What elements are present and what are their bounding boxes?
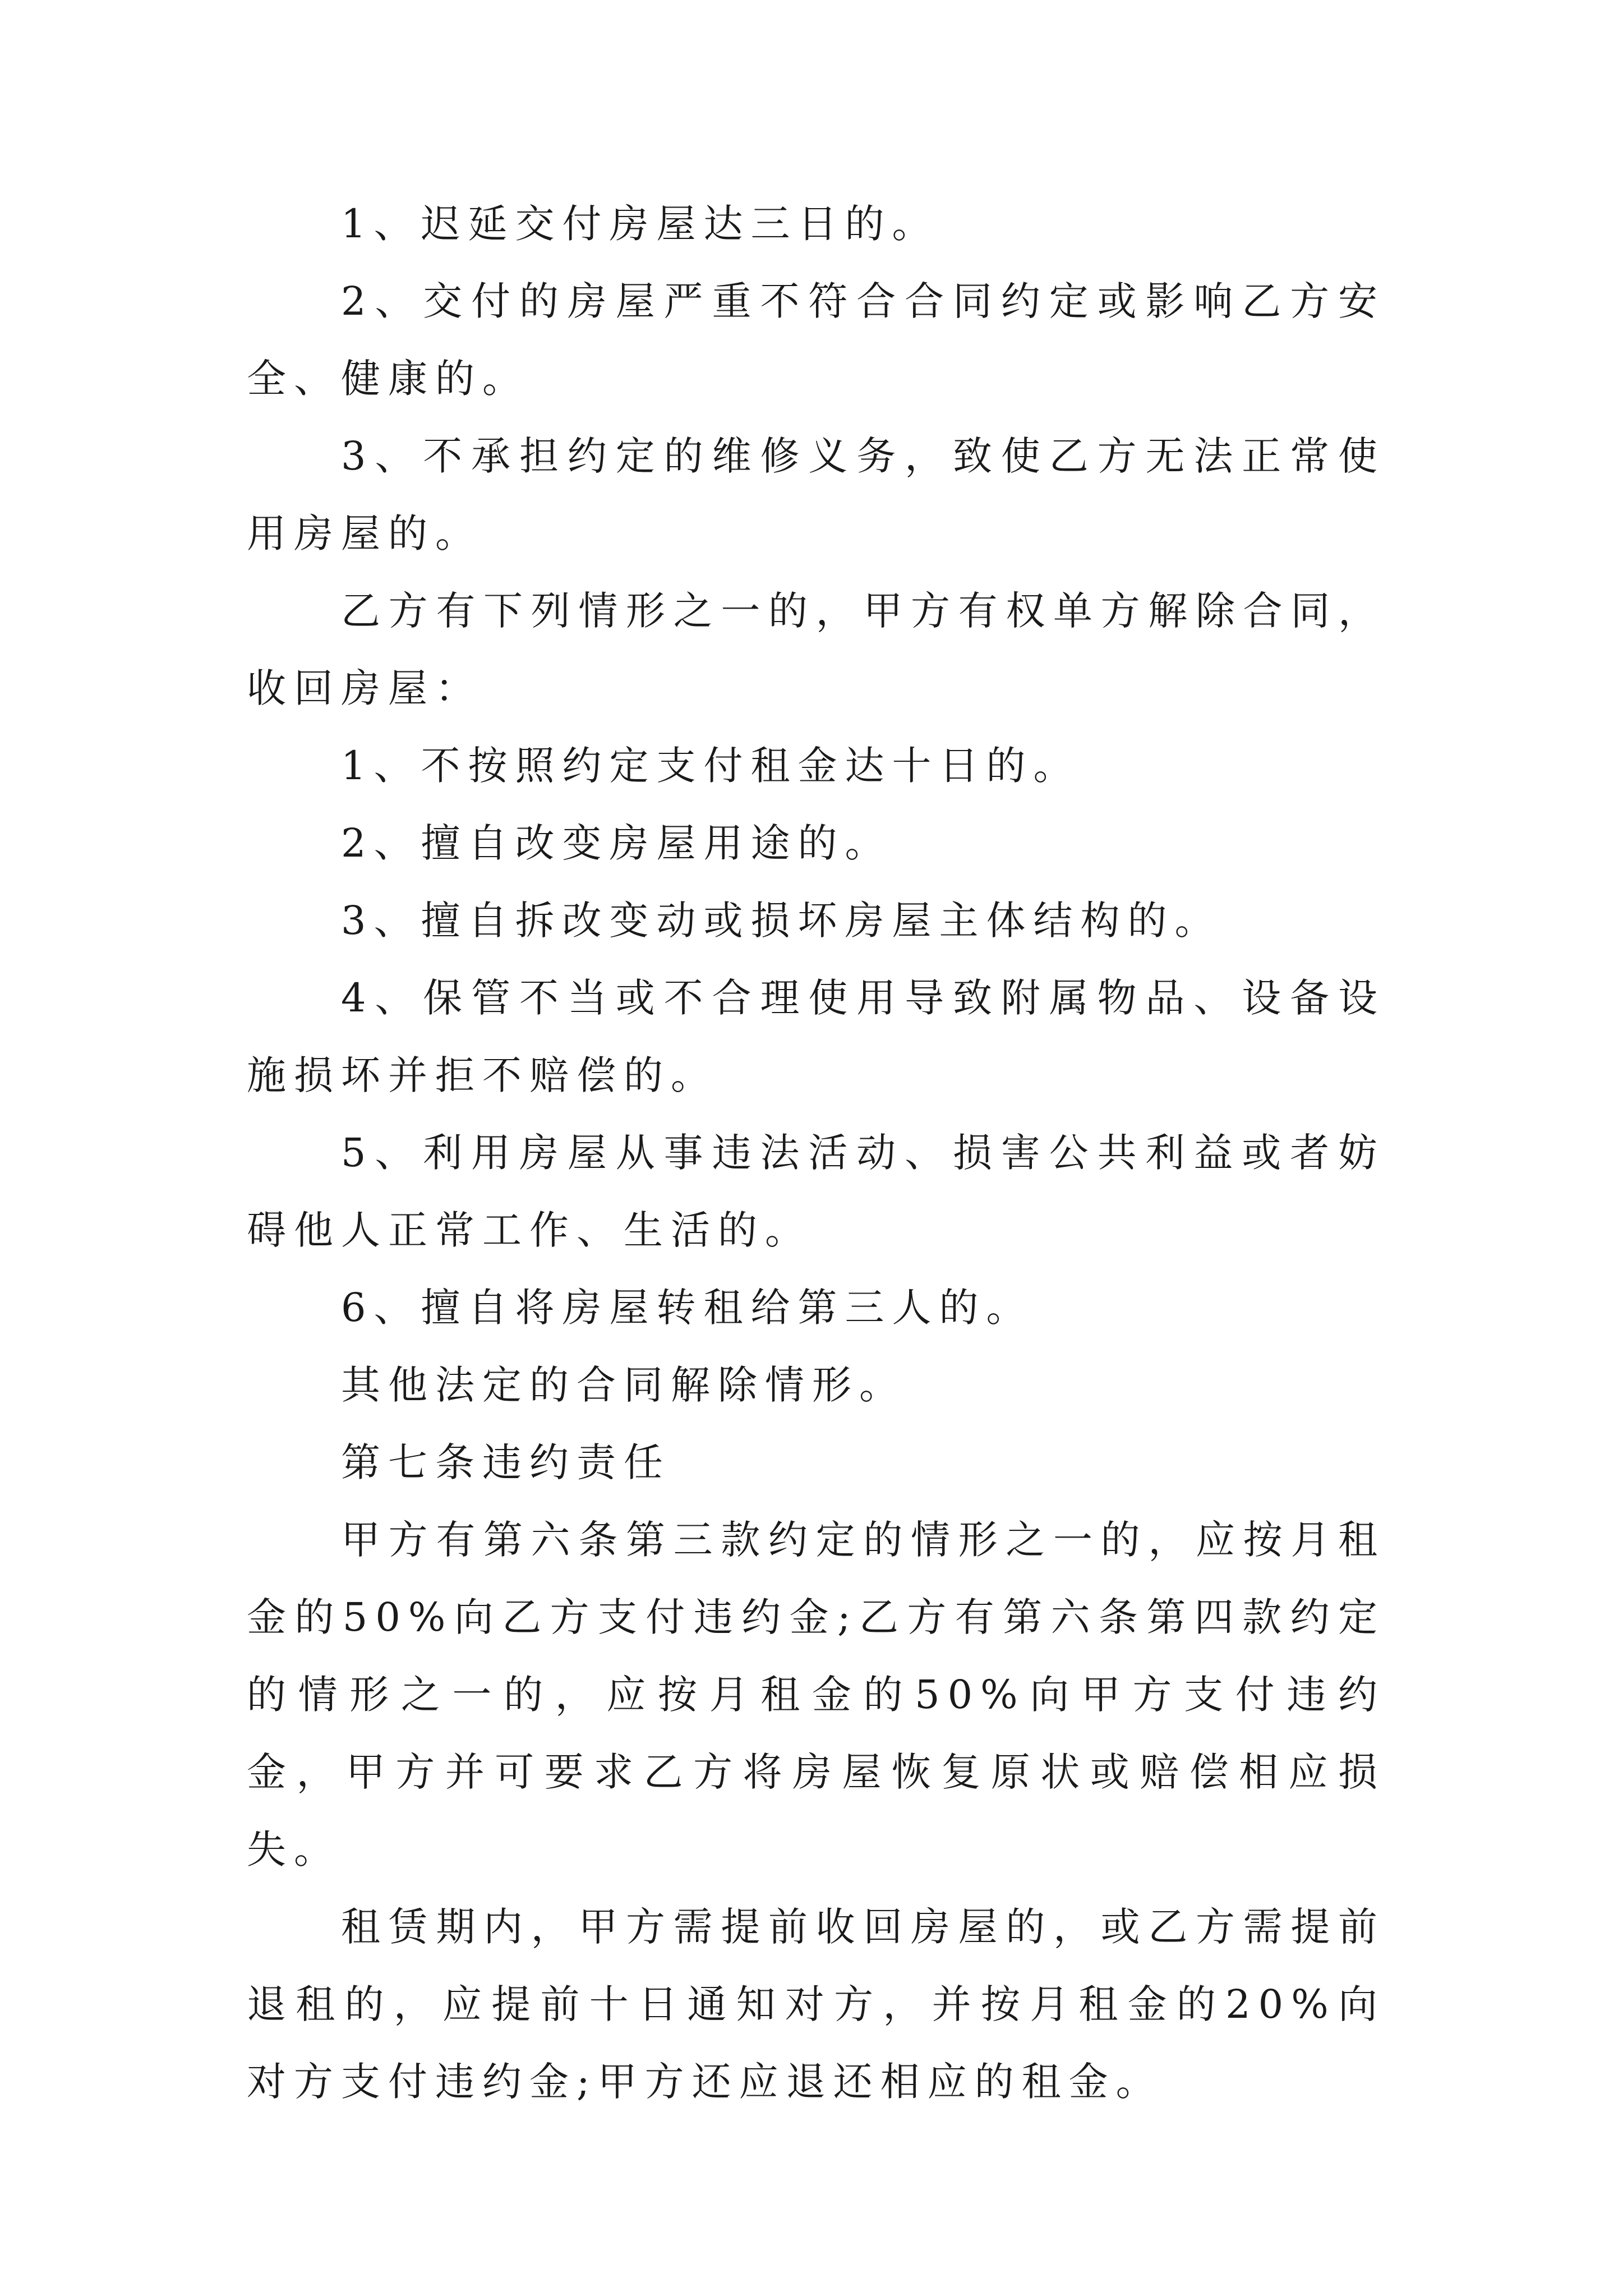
paragraph-10: 6、擅自将房屋转租给第三人的。	[341, 1285, 1034, 1331]
paragraph-14: 租赁期内，甲方需提前收回房屋的，或乙方需提前退租的，应提前十日通知对方，并按月租金的20%向对方支付违约金;甲方还应退还相应的租金。	[247, 1904, 1385, 2105]
paragraph-9: 5、利用房屋从事违法活动、损害公共利益或者妨碍他人正常工作、生活的。	[247, 1130, 1385, 1253]
paragraph-13: 甲方有第六条第三款约定的情形之一的，应按月租金的50%向乙方支付违约金;乙方有第六条第四款约定的情形之一的，应按月租金的50%向甲方支付违约金，甲方并可要求乙方将房屋恢复原状或赔偿相应损失。	[247, 1517, 1385, 1872]
paragraph-4: 乙方有下列情形之一的，甲方有权单方解除合同，收回房屋：	[247, 588, 1385, 711]
paragraph-7: 3、擅自拆改变动或损坏房屋主体结构的。	[341, 898, 1222, 944]
paragraph-11: 其他法定的合同解除情形。	[341, 1362, 906, 1408]
paragraph-6: 2、擅自改变房屋用途的。	[341, 820, 892, 866]
paragraph-1: 1、迟延交付房屋达三日的。	[341, 201, 939, 247]
paragraph-8: 4、保管不当或不合理使用导致附属物品、设备设施损坏并拒不赔偿的。	[247, 975, 1385, 1098]
paragraph-2: 2、交付的房屋严重不符合合同约定或影响乙方安全、健康的。	[247, 278, 1385, 402]
paragraph-3: 3、不承担约定的维修义务，致使乙方无法正常使用房屋的。	[247, 433, 1385, 556]
paragraph-5: 1、不按照约定支付租金达十日的。	[341, 743, 1081, 789]
document-body	[247, 185, 1385, 2120]
section-heading: 第七条违约责任	[341, 1439, 671, 1485]
